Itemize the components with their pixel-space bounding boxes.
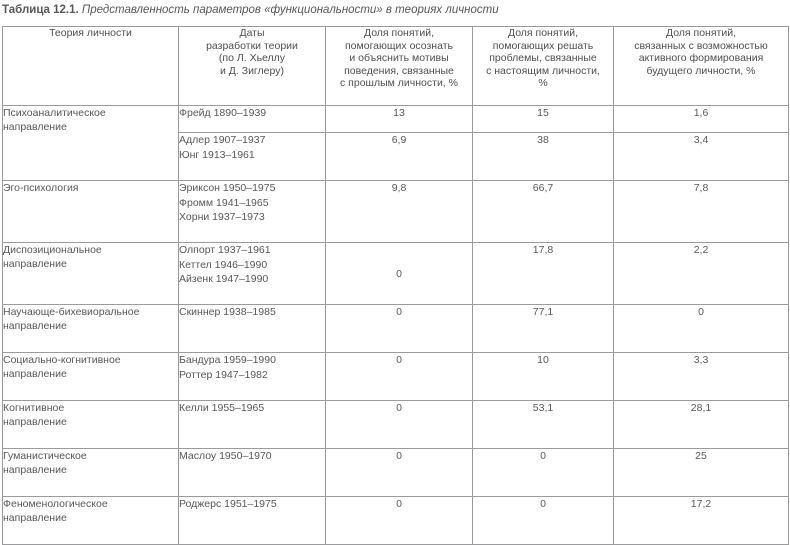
column-header-past-share (326, 27, 473, 106)
column-header-future-share (614, 27, 789, 106)
caption-text: Представленность параметров «функциональности» в теориях личности (81, 4, 499, 16)
text-line: Фромм 1941–1965 (179, 196, 269, 209)
table-row (3, 181, 789, 243)
text-line: и объяснить мотивы (349, 52, 449, 65)
column-header-present-share (473, 27, 614, 106)
table-caption (2, 3, 788, 18)
text-line: Эго-психология (3, 182, 79, 194)
text-line: Доля понятий, (507, 27, 579, 39)
cell-future-share: 2,2 (614, 243, 789, 305)
cell-dates (179, 449, 326, 497)
text-line: Теория личности (49, 27, 132, 39)
text-line: Психоаналитическое (3, 107, 106, 119)
text-line: направление (3, 258, 67, 270)
text-line: направление (3, 121, 67, 133)
table-row (3, 449, 789, 497)
cell-past-share: 0 (326, 449, 473, 497)
caption-label: Таблица 12.1. (2, 4, 79, 16)
cell-present-share: 15 (473, 106, 614, 133)
cell-past-share: 6,9 (326, 133, 473, 181)
cell-dates (179, 401, 326, 449)
cell-dates (179, 353, 326, 401)
cell-theory (3, 305, 179, 353)
cell-future-share: 3,3 (614, 353, 789, 401)
column-header-dates (179, 27, 326, 106)
cell-theory (3, 243, 179, 305)
text-line: (по Л. Хьеллу (218, 52, 286, 65)
text-line: помогающих осознать (345, 39, 453, 52)
text-line: Доля понятий, (363, 27, 435, 39)
cell-past-share: 0 (326, 243, 473, 305)
cell-past-share: 13 (326, 106, 473, 133)
text-line: Даты (239, 27, 265, 39)
text-line: направление (3, 368, 67, 380)
cell-present-share: 53,1 (473, 401, 614, 449)
cell-present-share: 0 (473, 449, 614, 497)
cell-present-share: 0 (473, 497, 614, 545)
text-line: Хорни 1937–1973 (179, 211, 265, 223)
cell-past-share: 0 (326, 497, 473, 545)
text-line: помогающих решать (492, 39, 594, 52)
text-line: Маслоу 1950–1970 (179, 450, 272, 462)
cell-future-share: 0 (614, 305, 789, 353)
text-line: активного формирования (638, 52, 764, 65)
text-line: будущего личности, % (646, 64, 756, 77)
cell-dates (179, 305, 326, 353)
text-line: с прошлым личности, % (340, 77, 458, 90)
text-line: Диспозициональное (3, 244, 102, 256)
cell-present-share: 66,7 (473, 181, 614, 243)
text-line: Фрейд 1890–1939 (179, 107, 267, 119)
text-line: % (538, 77, 548, 90)
cell-future-share: 25 (614, 449, 789, 497)
cell-future-share: 1,6 (614, 106, 789, 133)
cell-theory (3, 449, 179, 497)
cell-present-share: 10 (473, 353, 614, 401)
table-header-row (3, 27, 789, 106)
column-header-theory (3, 27, 179, 106)
text-line: проблемы, связанные (489, 52, 597, 65)
text-line: Доля понятий, (665, 27, 737, 39)
table-body (3, 106, 789, 545)
cell-dates (179, 181, 326, 243)
cell-theory (3, 497, 179, 545)
text-line: поведения, связанные (344, 64, 454, 77)
text-line: Роджерс 1951–1975 (179, 498, 277, 510)
text-line: Кеттел 1946–1990 (179, 258, 268, 271)
text-line: Айзенк 1947–1990 (179, 273, 269, 285)
text-line: Бандура 1959–1990 (179, 354, 276, 366)
table-header (3, 27, 789, 106)
cell-theory (3, 181, 179, 243)
text-line: Адлер 1907–1937 (179, 134, 266, 146)
cell-theory (3, 401, 179, 449)
table-row (3, 401, 789, 449)
text-line: с настоящим личности, (486, 64, 600, 77)
cell-dates (179, 243, 326, 305)
cell-past-share: 0 (326, 401, 473, 449)
table-row (3, 497, 789, 545)
table-row (3, 243, 789, 305)
personality-theories-table-wrapper (2, 26, 788, 524)
text-line: направление (3, 320, 67, 332)
cell-future-share: 3,4 (614, 133, 789, 181)
text-line: направление (3, 464, 67, 476)
cell-dates (179, 133, 326, 181)
cell-theory (3, 353, 179, 401)
text-line: направление (3, 416, 67, 428)
text-line: Эриксон 1950–1975 (179, 182, 276, 194)
cell-present-share: 17,8 (473, 243, 614, 305)
cell-past-share: 0 (326, 353, 473, 401)
table-row (3, 353, 789, 401)
table-row (3, 305, 789, 353)
text-line: Роттер 1947–1982 (179, 368, 268, 381)
cell-past-share: 9,8 (326, 181, 473, 243)
cell-dates (179, 497, 326, 545)
personality-theories-table (2, 26, 789, 545)
text-line: направление (3, 512, 67, 524)
cell-present-share: 38 (473, 133, 614, 181)
text-line: Скиннер 1938–1985 (179, 306, 276, 318)
cell-future-share: 28,1 (614, 401, 789, 449)
cell-dates (179, 106, 326, 133)
text-line: Феноменологическое (3, 498, 108, 510)
cell-future-share: 17,2 (614, 497, 789, 545)
cell-theory (3, 106, 179, 181)
text-line: Социально-когнитивное (3, 354, 121, 366)
table-row (3, 106, 789, 133)
text-line: Олпорт 1937–1961 (179, 244, 271, 256)
text-line: Юнг 1913–1961 (179, 148, 255, 161)
cell-future-share: 7,8 (614, 181, 789, 243)
cell-past-share: 0 (326, 305, 473, 353)
text-line: Гуманистическое (3, 450, 87, 462)
text-line: разработки теории (206, 39, 298, 52)
text-line: связанных с возможностью (634, 39, 768, 52)
text-line: и Д. Зиглеру) (220, 64, 284, 77)
text-line: Когнитивное (3, 402, 65, 414)
text-line: Келли 1955–1965 (179, 402, 265, 414)
cell-present-share: 77,1 (473, 305, 614, 353)
text-line: Научающе-бихевиоральное (3, 306, 140, 318)
